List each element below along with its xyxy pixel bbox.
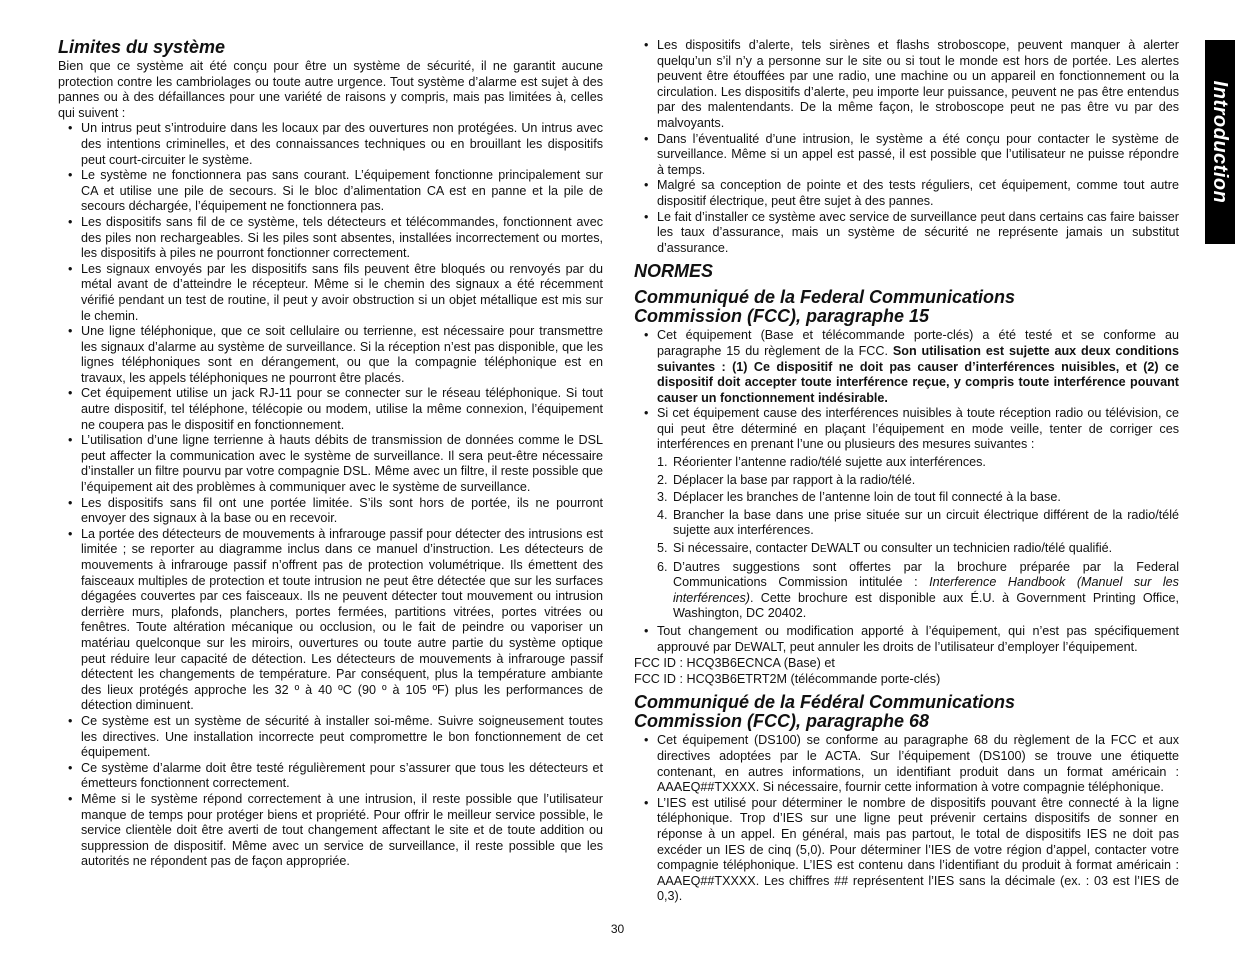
heading-normes: NORMES: [634, 261, 714, 282]
list-item: • Le fait d’installer ce système avec service de surveillance peut dans certains cas faire baisser les taux d’assurance, mais un système de sécurité ne représente jamais un substitut d’assurance.: [634, 210, 1179, 257]
list-item: • Ce système est un système de sécurité à installer soi-même. Suivre soigneusement toutes les directives. Une installation incorrecte peut compromettre le bon fonctionnement de cet équipement.: [58, 714, 603, 761]
right-column: [634, 38, 1179, 905]
list-item: 4. Brancher la base dans une prise située sur un circuit électrique différent de la radio/télé sujette aux interférences.: [657, 507, 1179, 538]
list-item: • Le système ne fonctionnera pas sans courant. L’équipement fonctionne principalement sur CA et utilise une pile de secours. Si le bloc d’alimentation CA est en panne et la pile de secours déchargée, l’équipement ne fonctionnera pas.: [58, 168, 603, 215]
list-item: • Malgré sa conception de pointe et des tests réguliers, cet équipement, comme tout autre dispositif électrique, peut être sujet à des pannes.: [634, 178, 1179, 209]
list-item: 5. Si nécessaire, contacter DEWALT ou consulter un technicien radio/télé qualifié.: [657, 541, 1113, 556]
fcc15-list: [634, 328, 1179, 453]
list-item: • L’IES est utilisé pour déterminer le nombre de dispositifs pouvant être connecté à la ligne téléphonique. Trop d’IES sur une ligne peut prévenir certains dispositifs de sonner en réponse à un appel. En général, mais pas partout, le total de dispositifs IES ne doit pas excéder un IES de cinq (5,0). Pour déterminer l’IES de votre région d’appel, contacter votre compagnie téléphonique. L’IES est contenu dans l’identifiant du produit à format américain : AAAEQ##TXXXX. Les chiffres ## représentent l’IES sans la décimale (ex. : 03 est l’IES de 0,3).: [634, 796, 1179, 905]
fcc15-list-end: [634, 624, 1179, 656]
list-item: 3. Déplacer les branches de l’antenne loin de tout fil connecté à la base.: [657, 490, 1061, 505]
page-number: 30: [610, 922, 625, 936]
limits-list: [58, 121, 603, 870]
fcc-id-remote: FCC ID : HCQ3B6ETRT2M (télécommande porte-clés): [634, 671, 941, 686]
list-item: • Tout changement ou modification apporté à l’équipement, qui n’est pas spécifiquement approuvé par DEWALT, peut annuler les droits de l’utilisateur d’employer l’équipement.: [634, 624, 1179, 656]
list-item: • Cet équipement (DS100) se conforme au paragraphe 68 du règlement de la FCC et aux directives adoptées par le ACTA. Sur l’équipement (DS100) se trouve une étiquette contenant, en autres informations, un identifiant produit dans un format américain : AAAEQ##TXXXX. Si nécessaire, fournir cette information à votre compagnie téléphonique.: [634, 733, 1179, 795]
measures-list: [634, 455, 1179, 622]
list-item: • Une ligne téléphonique, que ce soit cellulaire ou terrienne, est nécessaire pour transmettre les signaux d’alarme au système de surveillance. Si la réception n’est pas disponible, que les lignes téléphoniques sont en dérangement, ou que la compagnie téléphonique est en travaux, les appels téléphoniques ne pourront être placés.: [58, 324, 603, 386]
list-item: 6. D’autres suggestions sont offertes par la brochure préparée par la Federal Communications Commission intitulée : Interference Handbook (Manuel sur les interférences). Cette brochure est disponible aux É.U. à Government Printing Office, Washington, DC 20402.: [657, 559, 1179, 621]
list-item: • Si cet équipement cause des interférences nuisibles à toute réception radio ou télévision, ce qui peut être déterminé en plaçant l’équipement en mode veille, tenter de corriger ces interférences en prenant l’une ou plusieurs des mesures suivantes :: [634, 406, 1179, 453]
left-column: [58, 38, 603, 870]
section-tab: [1205, 40, 1235, 244]
fcc68-list: [634, 733, 1179, 905]
list-item: • Les dispositifs sans fil de ce système, tels détecteurs et télécommandes, fonctionnent avec des piles non rechargeables. Si les piles sont absentes, installées incorrectement ou mortes, les dispositifs à piles ne pourront fonctionner correctement.: [58, 215, 603, 262]
fcc-id-base: FCC ID : HCQ3B6ECNCA (Base) et: [634, 656, 835, 671]
list-item: • Cet équipement (Base et télécommande porte-clés) a été testé et se conforme au paragraphe 15 du règlement de la FCC. Son utilisation est sujette aux deux conditions suivantes : (1) Ce dispositif ne doit pas causer d’interférences nuisibles, et (2) ce dispositif doit accepter toute interférence reçue, y compris toute interférence pouvant causer un fonctionnement indésirable.: [634, 328, 1179, 406]
list-item: • Les dispositifs sans fil ont une portée limitée. S’ils sont hors de portée, ils ne pourront envoyer des signaux à la base ou en recevoir.: [58, 496, 603, 527]
list-item: • Cet équipement utilise un jack RJ-11 pour se connecter sur le réseau téléphonique. Si tout autre dispositif, tel téléphone, télécopie ou modem, utilise la même connexion, l’équipement ne coupera pas le dispositif en fonctionnement.: [58, 386, 603, 433]
list-item: • Dans l’éventualité d’une intrusion, le système a été conçu pour contacter le système de surveillance. Même si un appel est passé, il est possible que l’utilisateur ne puisse répondre à temps.: [634, 132, 1179, 179]
list-item: • La portée des détecteurs de mouvements à infrarouge passif pour détecter des intrusions est limitée ; se reporter au diagramme inclus dans ce manuel d’instruction. Les détecteurs de mouvements à infrarouge passif n’offrent pas de protection volumétrique. Ils émettent des faisceaux multiples de protection et toute intrusion ne peut être détectée que sur les surfaces dégagées couvertes par ces faisceaux. Ils ne peuvent détecter tout mouvement ou intrusion derrière murs, plafonds, planchers, portes fermées, partitions vitrées, portes vitrées ou fenêtres. Toute altération mécanique ou occlusion, ou le fait de peindre ou vaporiser un matériau quelconque sur les miroirs, ouvertures ou toute autre partie du système optique peut réduire leur capacité de détection. Les détecteurs de mouvements à infrarouge passif détectent les changements de température. Par conséquent, plus la température ambiante des lieux protégés approche les 32 º à 40 ºC (90 º à 105 ºF) plus les performances de détection diminuent.: [58, 527, 603, 714]
heading-system-limits: Limites du système: [58, 37, 226, 57]
list-item: • Les dispositifs d’alerte, tels sirènes et flashs stroboscope, peuvent manquer à alerter quelqu’un s’il n’y a personne sur le site ou si tout le monde est hors de portée. Les alertes peuvent être étouffées par une radio, une machine ou un appareil en fonctionnement ou la circulation. Les dispositifs d’alerte, peu importe leur puissance, peuvent ne pas être entendus par des malentendants. De la même façon, le stroboscope peut ne pas être vu par des malvoyants.: [634, 38, 1179, 132]
heading-fcc15: Communiqué de la Federal Communications Commission (FCC), paragraphe 15: [634, 287, 1016, 327]
heading-fcc68: Communiqué de la Fédéral Communications Commission (FCC), paragraphe 68: [634, 692, 1016, 732]
limits-list-continued: [634, 38, 1179, 256]
list-item: 1. Réorienter l’antenne radio/télé sujette aux interférences.: [657, 455, 986, 470]
list-item: • Un intrus peut s’introduire dans les locaux par des ouvertures non protégées. Un intrus avec des intentions criminelles, et des connaissances techniques ou en brouillant les dispositifs peut court-circuiter le système.: [58, 121, 603, 168]
list-item: 2. Déplacer la base par rapport à la radio/télé.: [657, 472, 916, 487]
intro-paragraph: Bien que ce système ait été conçu pour être un système de sécurité, il ne garantit aucune protection contre les cambriolages ou toute autre urgence. Tout système d’alarme est sujet à des pannes ou à des défaillances pour une variété de raisons y compris, mais pas limitées à, celles qui suivent :: [58, 59, 603, 120]
section-tab-label: Introduction: [1209, 80, 1231, 204]
list-item: • L’utilisation d’une ligne terrienne à hauts débits de transmission de données comme le DSL peut affecter la communication avec le système de surveillance. Il sera peut-être nécessaire d’installer un filtre pourvu par votre compagnie DSL. Même avec un filtre, il reste possible que l’équipement ait des problèmes à communiquer avec le système de surveillance.: [58, 433, 603, 495]
list-item: • Ce système d’alarme doit être testé régulièrement pour s’assurer que tous les détecteurs et émetteurs fonctionnent correctement.: [58, 761, 603, 792]
list-item: • Les signaux envoyés par les dispositifs sans fils peuvent être bloqués ou renvoyés par du métal avant de d’atteindre le récepteur. Même si le chemin des signaux a été récemment vérifié pendant un test de routine, il peut y avoir obstruction si un objet métallique est mis sur le chemin.: [58, 262, 603, 324]
list-item: • Même si le système répond correctement à une intrusion, il reste possible que l’utilisateur manque de temps pour protéger biens et propriété. Pour offrir le meilleur service possible, le service clientèle doit être averti de tout changement affectant le site et de toute addition ou suppression de dispositif. Même avec un service de surveillance, il reste possible que les autorités ne répondent pas de façon appropriée.: [58, 792, 603, 870]
